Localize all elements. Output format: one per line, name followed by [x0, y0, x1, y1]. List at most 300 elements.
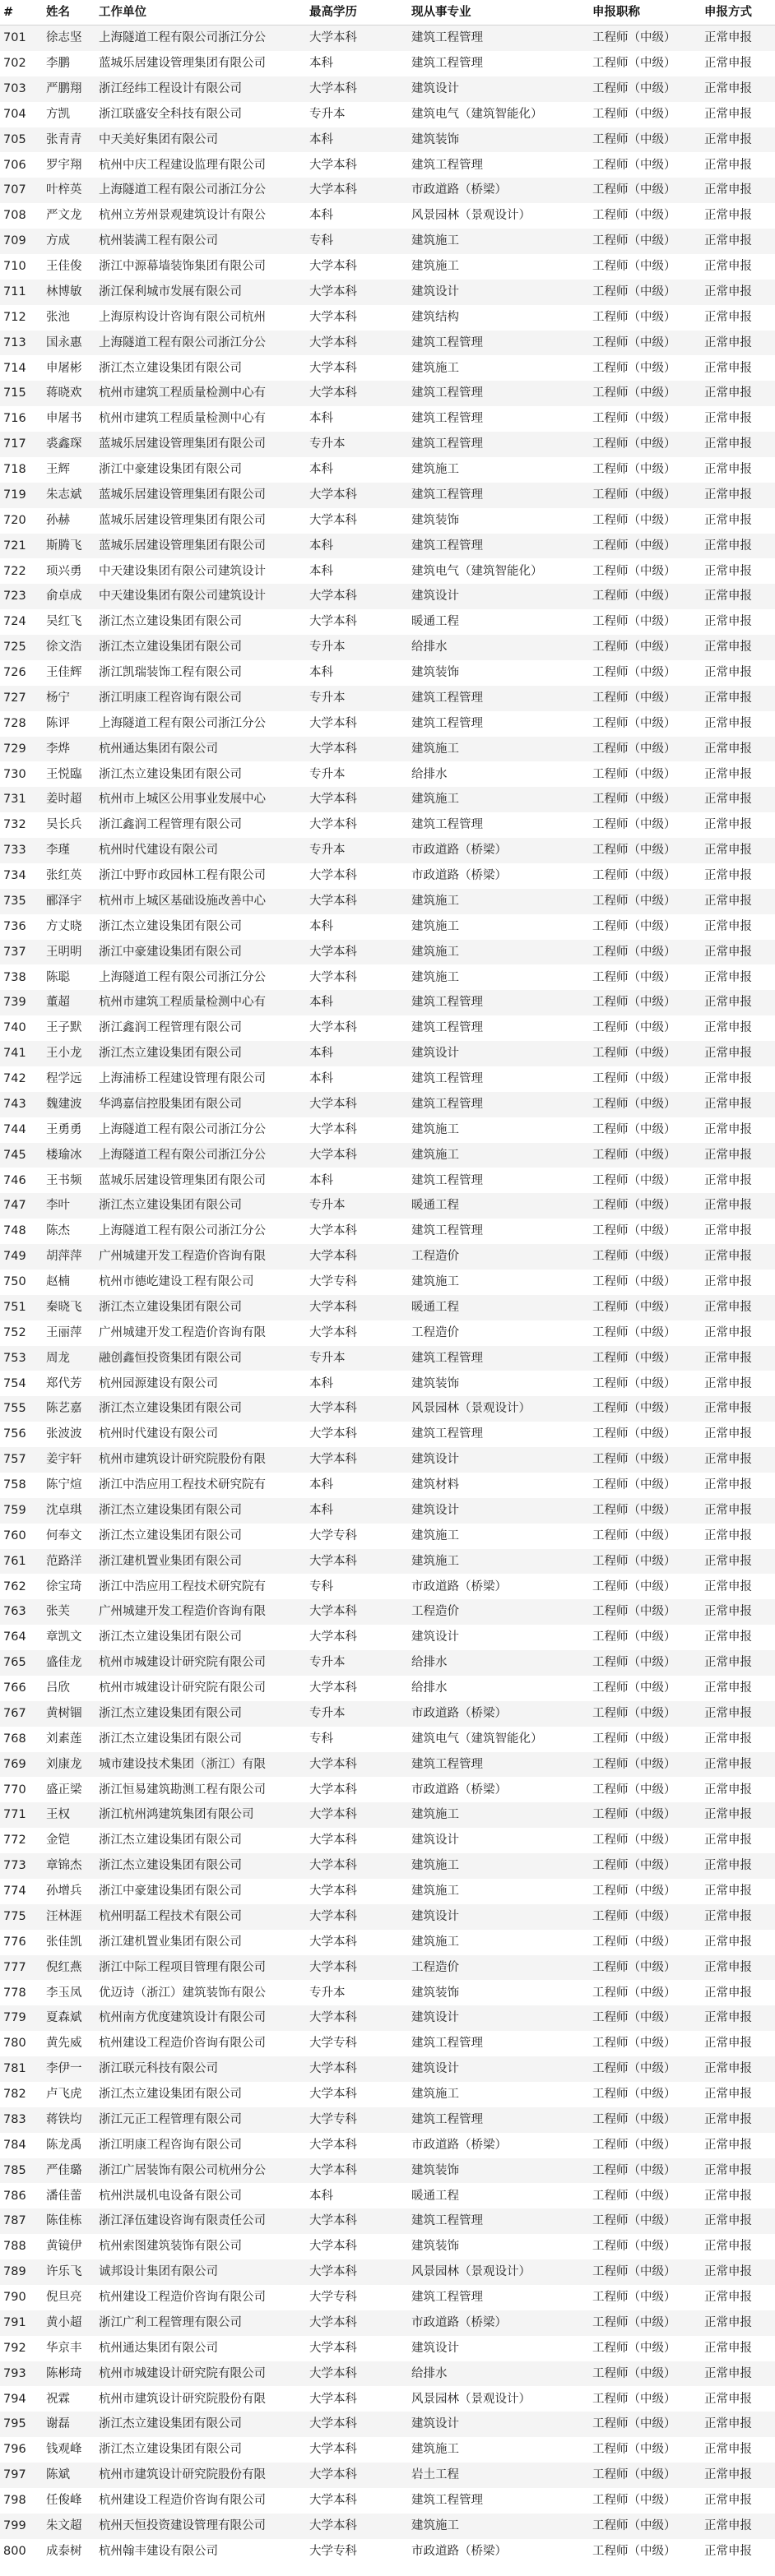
employer-cell: 浙江杰立建设集团有限公司 — [94, 2082, 304, 2107]
application-method-cell: 正常申报 — [699, 711, 775, 737]
education-cell: 大学本科 — [304, 2208, 406, 2234]
table-row — [0, 355, 775, 381]
application-method-cell: 正常申报 — [699, 1853, 775, 1879]
specialty-cell: 建筑施工 — [406, 940, 587, 965]
applicant-name-cell: 王勇勇 — [41, 1117, 94, 1143]
specialty-cell: 建筑施工 — [406, 254, 587, 280]
education-cell: 大学本科 — [304, 1143, 406, 1168]
title-applied-cell: 工程师（中级） — [587, 2056, 699, 2082]
title-applied-cell: 工程师（中级） — [587, 457, 699, 483]
employer-cell: 蓝城乐居建设管理集团有限公司 — [94, 483, 304, 508]
employer-cell: 浙江杰立建设集团有限公司 — [94, 2412, 304, 2437]
application-method-cell: 正常申报 — [699, 1777, 775, 1802]
table-row — [0, 1777, 775, 1802]
table-row — [0, 2412, 775, 2437]
applicant-name-cell: 何奉文 — [41, 1524, 94, 1549]
title-applied-cell: 工程师（中级） — [587, 178, 699, 203]
row-number-cell: 720 — [0, 508, 41, 534]
specialty-cell: 给排水 — [406, 761, 587, 787]
applicant-name-cell: 范路洋 — [41, 1549, 94, 1575]
application-method-cell: 正常申报 — [699, 1828, 775, 1853]
employer-cell: 浙江杰立建设集团有限公司 — [94, 2437, 304, 2463]
applicant-name-cell: 黄小超 — [41, 2310, 94, 2336]
title-applied-cell: 工程师（中级） — [587, 432, 699, 457]
title-applied-cell: 工程师（中级） — [587, 1473, 699, 1498]
education-cell: 大学本科 — [304, 508, 406, 534]
applicant-name-cell: 楼瑜冰 — [41, 1143, 94, 1168]
applicant-name-cell: 盛正梁 — [41, 1777, 94, 1802]
employer-cell: 广州城建开发工程造价咨询有限 — [94, 1599, 304, 1625]
application-method-cell: 正常申报 — [699, 1320, 775, 1346]
title-applied-cell: 工程师（中级） — [587, 660, 699, 686]
specialty-cell: 建筑施工 — [406, 1853, 587, 1879]
applicant-name-cell: 王辉 — [41, 457, 94, 483]
education-cell: 大学本科 — [304, 2336, 406, 2361]
title-applied-cell: 工程师（中级） — [587, 2539, 699, 2564]
application-method-cell: 正常申报 — [699, 1270, 775, 1295]
education-cell: 专科 — [304, 1574, 406, 1599]
title-applied-cell: 工程师（中级） — [587, 1041, 699, 1066]
education-cell: 专升本 — [304, 1701, 406, 1727]
employer-cell: 浙江经纬工程设计有限公司 — [94, 76, 304, 102]
table-row — [0, 1270, 775, 1295]
education-cell: 本科 — [304, 406, 406, 432]
row-number-cell: 701 — [0, 25, 41, 51]
applicant-name-cell: 陈艺嘉 — [41, 1396, 94, 1422]
specialty-cell: 建筑工程管理 — [406, 686, 587, 711]
specialty-cell: 建筑工程管理 — [406, 1092, 587, 1117]
table-body — [0, 25, 775, 2564]
table-row — [0, 914, 775, 940]
table-row — [0, 1524, 775, 1549]
title-applied-cell: 工程师（中级） — [587, 127, 699, 153]
table-row — [0, 483, 775, 508]
title-applied-cell: 工程师（中级） — [587, 1295, 699, 1320]
row-number-cell: 795 — [0, 2412, 41, 2437]
education-cell: 大学本科 — [304, 863, 406, 889]
specialty-cell: 建筑工程管理 — [406, 2285, 587, 2310]
applicant-name-cell: 陈龙禹 — [41, 2133, 94, 2158]
title-applied-cell: 工程师（中级） — [587, 1777, 699, 1802]
specialty-cell: 风景园林（景观设计） — [406, 203, 587, 229]
table-row — [0, 940, 775, 965]
title-applied-cell: 工程师（中级） — [587, 1524, 699, 1549]
application-method-cell: 正常申报 — [699, 1066, 775, 1092]
row-number-cell: 770 — [0, 1777, 41, 1802]
applicant-name-cell: 胡萍萍 — [41, 1244, 94, 1270]
applicant-name-cell: 李烨 — [41, 737, 94, 762]
employer-cell: 浙江凯瑞装饰工程有限公司 — [94, 660, 304, 686]
column-header-number: # — [0, 0, 41, 25]
application-method-cell: 正常申报 — [699, 838, 775, 863]
education-cell: 本科 — [304, 203, 406, 229]
education-cell: 大学本科 — [304, 2133, 406, 2158]
education-cell: 大学本科 — [304, 2310, 406, 2336]
employer-cell: 杭州天恒投资建设管理有限公司 — [94, 2514, 304, 2539]
employer-cell: 优迈诗（浙江）建筑装饰有限公 — [94, 1980, 304, 2005]
row-number-cell: 754 — [0, 1371, 41, 1396]
application-method-cell: 正常申报 — [699, 686, 775, 711]
specialty-cell: 建筑设计 — [406, 280, 587, 305]
row-number-cell: 715 — [0, 381, 41, 406]
applicant-name-cell: 王佳俊 — [41, 254, 94, 280]
title-applied-cell: 工程师（中级） — [587, 76, 699, 102]
applicant-name-cell: 刘素莲 — [41, 1727, 94, 1752]
employer-cell: 杭州市建筑工程质量检测中心有 — [94, 990, 304, 1015]
applicant-name-cell: 汪林涯 — [41, 1904, 94, 1930]
application-method-cell: 正常申报 — [699, 2031, 775, 2056]
column-header-title-applied: 申报职称 — [587, 0, 699, 25]
column-header-specialty: 现从事专业 — [406, 0, 587, 25]
employer-cell: 杭州翰丰建设有限公司 — [94, 2539, 304, 2564]
row-number-cell: 782 — [0, 2082, 41, 2107]
row-number-cell: 714 — [0, 355, 41, 381]
application-method-cell: 正常申报 — [699, 914, 775, 940]
applicant-name-cell: 魏建波 — [41, 1092, 94, 1117]
specialty-cell: 建筑工程管理 — [406, 2208, 587, 2234]
row-number-cell: 741 — [0, 1041, 41, 1066]
row-number-cell: 748 — [0, 1219, 41, 1244]
title-applied-cell: 工程师（中级） — [587, 2259, 699, 2285]
specialty-cell: 风景园林（景观设计） — [406, 2386, 587, 2412]
education-cell: 专升本 — [304, 686, 406, 711]
applicant-name-cell: 张波波 — [41, 1422, 94, 1447]
title-applied-cell: 工程师（中级） — [587, 812, 699, 838]
applicant-name-cell: 周龙 — [41, 1346, 94, 1371]
specialty-cell: 市政道路（桥梁） — [406, 1777, 587, 1802]
title-applied-cell: 工程师（中级） — [587, 2488, 699, 2514]
applicant-name-cell: 赵楠 — [41, 1270, 94, 1295]
education-cell: 本科 — [304, 127, 406, 153]
education-cell: 大学本科 — [304, 483, 406, 508]
table-row — [0, 1980, 775, 2005]
employer-cell: 中天建设集团有限公司建筑设计 — [94, 558, 304, 584]
row-number-cell: 706 — [0, 152, 41, 178]
applicant-name-cell: 蒋晓欢 — [41, 381, 94, 406]
row-number-cell: 736 — [0, 914, 41, 940]
specialty-cell: 市政道路（桥梁） — [406, 838, 587, 863]
employer-cell: 浙江联元科技有限公司 — [94, 2056, 304, 2082]
title-applied-cell: 工程师（中级） — [587, 1346, 699, 1371]
row-number-cell: 771 — [0, 1802, 41, 1828]
employer-cell: 蓝城乐居建设管理集团有限公司 — [94, 432, 304, 457]
table-row — [0, 1244, 775, 1270]
table-row — [0, 2437, 775, 2463]
title-applied-cell: 工程师（中级） — [587, 940, 699, 965]
applicant-name-cell: 章凯文 — [41, 1625, 94, 1650]
specialty-cell: 市政道路（桥梁） — [406, 178, 587, 203]
application-method-cell: 正常申报 — [699, 127, 775, 153]
application-method-cell: 正常申报 — [699, 1904, 775, 1930]
title-applied-cell: 工程师（中级） — [587, 508, 699, 534]
table-row — [0, 609, 775, 635]
applicant-name-cell: 李伊一 — [41, 2056, 94, 2082]
applicant-name-cell: 秦晓飞 — [41, 1295, 94, 1320]
application-method-cell: 正常申报 — [699, 2183, 775, 2208]
application-method-cell: 正常申报 — [699, 280, 775, 305]
row-number-cell: 710 — [0, 254, 41, 280]
specialty-cell: 市政道路（桥梁） — [406, 2539, 587, 2564]
application-method-cell: 正常申报 — [699, 990, 775, 1015]
education-cell: 大学本科 — [304, 2234, 406, 2259]
education-cell: 大学本科 — [304, 2412, 406, 2437]
title-applied-cell: 工程师（中级） — [587, 2437, 699, 2463]
title-applied-cell: 工程师（中级） — [587, 964, 699, 990]
application-method-cell: 正常申报 — [699, 1752, 775, 1778]
applicant-name-cell: 孙赫 — [41, 508, 94, 534]
employer-cell: 杭州中庆工程建设监理有限公司 — [94, 152, 304, 178]
employer-cell: 杭州时代建设有限公司 — [94, 838, 304, 863]
title-applied-cell: 工程师（中级） — [587, 2412, 699, 2437]
title-applied-cell: 工程师（中级） — [587, 534, 699, 559]
title-applied-cell: 工程师（中级） — [587, 635, 699, 660]
row-number-cell: 716 — [0, 406, 41, 432]
education-cell: 本科 — [304, 1371, 406, 1396]
table-row — [0, 1879, 775, 1904]
employer-cell: 杭州市建筑工程质量检测中心有 — [94, 381, 304, 406]
title-applied-cell: 工程师（中级） — [587, 280, 699, 305]
title-applied-cell: 工程师（中级） — [587, 2158, 699, 2184]
table-row — [0, 1498, 775, 1524]
education-cell: 本科 — [304, 990, 406, 1015]
table-row — [0, 812, 775, 838]
column-header-name: 姓名 — [41, 0, 94, 25]
applicant-name-cell: 盛佳龙 — [41, 1650, 94, 1676]
application-method-cell: 正常申报 — [699, 2539, 775, 2564]
row-number-cell: 743 — [0, 1092, 41, 1117]
employer-cell: 浙江中源幕墙装饰集团有限公司 — [94, 254, 304, 280]
education-cell: 大学本科 — [304, 1422, 406, 1447]
education-cell: 大学本科 — [304, 152, 406, 178]
title-applied-cell: 工程师（中级） — [587, 1574, 699, 1599]
row-number-cell: 752 — [0, 1320, 41, 1346]
title-applied-cell: 工程师（中级） — [587, 2514, 699, 2539]
applicant-name-cell: 俞卓成 — [41, 584, 94, 609]
table-row — [0, 1396, 775, 1422]
row-number-cell: 785 — [0, 2158, 41, 2184]
row-number-cell: 764 — [0, 1625, 41, 1650]
employer-cell: 浙江恒易建筑勘测工程有限公司 — [94, 1777, 304, 1802]
application-method-cell: 正常申报 — [699, 1676, 775, 1701]
specialty-cell: 给排水 — [406, 635, 587, 660]
applicant-name-cell: 钱观峰 — [41, 2437, 94, 2463]
employer-cell: 浙江杰立建设集团有限公司 — [94, 1524, 304, 1549]
table-row — [0, 1066, 775, 1092]
applicant-name-cell: 任俊峰 — [41, 2488, 94, 2514]
education-cell: 大学本科 — [304, 1752, 406, 1778]
application-method-cell: 正常申报 — [699, 1295, 775, 1320]
specialty-cell: 建筑设计 — [406, 1041, 587, 1066]
row-number-cell: 757 — [0, 1447, 41, 1473]
education-cell: 大学本科 — [304, 1320, 406, 1346]
employer-cell: 上海隧道工程有限公司浙江分公 — [94, 178, 304, 203]
education-cell: 大学本科 — [304, 2082, 406, 2107]
application-method-cell: 正常申报 — [699, 1041, 775, 1066]
row-number-cell: 712 — [0, 305, 41, 331]
row-number-cell: 778 — [0, 1980, 41, 2005]
title-applied-cell: 工程师（中级） — [587, 1650, 699, 1676]
title-applied-cell: 工程师（中级） — [587, 381, 699, 406]
applicant-name-cell: 吴长兵 — [41, 812, 94, 838]
row-number-cell: 722 — [0, 558, 41, 584]
application-method-cell: 正常申报 — [699, 432, 775, 457]
education-cell: 大学专科 — [304, 2031, 406, 2056]
specialty-cell: 建筑电气（建筑智能化） — [406, 558, 587, 584]
application-method-cell: 正常申报 — [699, 1549, 775, 1575]
education-cell: 大学本科 — [304, 964, 406, 990]
applicant-name-cell: 李鹏 — [41, 51, 94, 76]
employer-cell: 浙江杰立建设集团有限公司 — [94, 1396, 304, 1422]
table-row — [0, 1371, 775, 1396]
specialty-cell: 风景园林（景观设计） — [406, 1396, 587, 1422]
application-method-cell: 正常申报 — [699, 2005, 775, 2031]
education-cell: 大学本科 — [304, 940, 406, 965]
specialty-cell: 建筑材料 — [406, 1473, 587, 1498]
employer-cell: 杭州市上城区基础设施改善中心 — [94, 889, 304, 914]
specialty-cell: 建筑工程管理 — [406, 331, 587, 356]
employer-cell: 杭州建设工程造价咨询有限公司 — [94, 2285, 304, 2310]
table-row — [0, 1955, 775, 1981]
employer-cell: 杭州时代建设有限公司 — [94, 1422, 304, 1447]
applicant-name-cell: 倪红燕 — [41, 1955, 94, 1981]
row-number-cell: 762 — [0, 1574, 41, 1599]
title-applied-cell: 工程师（中级） — [587, 1549, 699, 1575]
applicant-name-cell: 吕欣 — [41, 1676, 94, 1701]
education-cell: 大学本科 — [304, 25, 406, 51]
education-cell: 本科 — [304, 1041, 406, 1066]
application-method-cell: 正常申报 — [699, 2336, 775, 2361]
employer-cell: 浙江杰立建设集团有限公司 — [94, 355, 304, 381]
table-row — [0, 127, 775, 153]
education-cell: 大学专科 — [304, 2285, 406, 2310]
row-number-cell: 742 — [0, 1066, 41, 1092]
table-row — [0, 2488, 775, 2514]
employer-cell: 浙江杰立建设集团有限公司 — [94, 1498, 304, 1524]
row-number-cell: 750 — [0, 1270, 41, 1295]
education-cell: 专升本 — [304, 102, 406, 127]
title-applied-cell: 工程师（中级） — [587, 331, 699, 356]
applicant-name-cell: 黄树锢 — [41, 1701, 94, 1727]
applicant-name-cell: 严鹏翔 — [41, 76, 94, 102]
specialty-cell: 建筑装饰 — [406, 2234, 587, 2259]
title-applied-cell: 工程师（中级） — [587, 1752, 699, 1778]
education-cell: 专升本 — [304, 1650, 406, 1676]
education-cell: 专升本 — [304, 838, 406, 863]
education-cell: 专升本 — [304, 1193, 406, 1219]
application-method-cell: 正常申报 — [699, 2285, 775, 2310]
application-method-cell: 正常申报 — [699, 1219, 775, 1244]
application-method-cell: 正常申报 — [699, 2082, 775, 2107]
table-row — [0, 1320, 775, 1346]
table-row — [0, 787, 775, 812]
employer-cell: 浙江建机置业集团有限公司 — [94, 1930, 304, 1955]
employer-cell: 浙江鑫润工程管理有限公司 — [94, 1015, 304, 1041]
row-number-cell: 775 — [0, 1904, 41, 1930]
title-applied-cell: 工程师（中级） — [587, 229, 699, 254]
table-row — [0, 432, 775, 457]
specialty-cell: 建筑电气（建筑智能化） — [406, 1727, 587, 1752]
row-number-cell: 724 — [0, 609, 41, 635]
education-cell: 大学本科 — [304, 305, 406, 331]
row-number-cell: 763 — [0, 1599, 41, 1625]
applicant-name-cell: 陈评 — [41, 711, 94, 737]
application-method-cell: 正常申报 — [699, 508, 775, 534]
employer-cell: 上海隧道工程有限公司浙江分公 — [94, 331, 304, 356]
row-number-cell: 735 — [0, 889, 41, 914]
title-applied-cell: 工程师（中级） — [587, 2336, 699, 2361]
row-number-cell: 730 — [0, 761, 41, 787]
title-applied-cell: 工程师（中级） — [587, 1371, 699, 1396]
title-applied-cell: 工程师（中级） — [587, 1117, 699, 1143]
title-applied-cell: 工程师（中级） — [587, 1853, 699, 1879]
employer-cell: 浙江泽伍建设咨询有限责任公司 — [94, 2208, 304, 2234]
table-row — [0, 1930, 775, 1955]
employer-cell: 中天美好集团有限公司 — [94, 127, 304, 153]
education-cell: 本科 — [304, 660, 406, 686]
specialty-cell: 建筑施工 — [406, 1143, 587, 1168]
employer-cell: 上海浦桥工程建设管理有限公司 — [94, 1066, 304, 1092]
title-applied-cell: 工程师（中级） — [587, 2031, 699, 2056]
row-number-cell: 788 — [0, 2234, 41, 2259]
application-method-cell: 正常申报 — [699, 1701, 775, 1727]
education-cell: 大学本科 — [304, 812, 406, 838]
education-cell: 专升本 — [304, 761, 406, 787]
title-applied-cell: 工程师（中级） — [587, 2386, 699, 2412]
specialty-cell: 暖通工程 — [406, 1295, 587, 1320]
title-applied-cell: 工程师（中级） — [587, 51, 699, 76]
title-applied-cell: 工程师（中级） — [587, 1447, 699, 1473]
title-applied-cell: 工程师（中级） — [587, 1396, 699, 1422]
employer-cell: 浙江广居装饰有限公司杭州分公 — [94, 2158, 304, 2184]
employer-cell: 杭州市城建设计研究院有限公司 — [94, 1650, 304, 1676]
table-row — [0, 280, 775, 305]
row-number-cell: 734 — [0, 863, 41, 889]
education-cell: 本科 — [304, 534, 406, 559]
title-applied-cell: 工程师（中级） — [587, 1879, 699, 1904]
table-row — [0, 178, 775, 203]
title-applied-cell: 工程师（中级） — [587, 2208, 699, 2234]
title-applied-cell: 工程师（中级） — [587, 1676, 699, 1701]
application-method-cell: 正常申报 — [699, 2133, 775, 2158]
applicant-name-cell: 王权 — [41, 1802, 94, 1828]
employer-cell: 杭州市上城区公用事业发展中心 — [94, 787, 304, 812]
specialty-cell: 建筑设计 — [406, 1498, 587, 1524]
specialty-cell: 暖通工程 — [406, 1193, 587, 1219]
specialty-cell: 建筑施工 — [406, 1802, 587, 1828]
education-cell: 专升本 — [304, 635, 406, 660]
specialty-cell: 建筑工程管理 — [406, 51, 587, 76]
application-method-cell: 正常申报 — [699, 1168, 775, 1193]
table-row — [0, 1625, 775, 1650]
education-cell: 大学本科 — [304, 76, 406, 102]
table-row — [0, 2386, 775, 2412]
row-number-cell: 707 — [0, 178, 41, 203]
table-row — [0, 406, 775, 432]
education-cell: 大学本科 — [304, 1244, 406, 1270]
row-number-cell: 718 — [0, 457, 41, 483]
table-row — [0, 1219, 775, 1244]
row-number-cell: 703 — [0, 76, 41, 102]
row-number-cell: 739 — [0, 990, 41, 1015]
education-cell: 大学本科 — [304, 2056, 406, 2082]
education-cell: 大学专科 — [304, 2539, 406, 2564]
specialty-cell: 建筑工程管理 — [406, 1168, 587, 1193]
specialty-cell: 建筑施工 — [406, 1524, 587, 1549]
specialty-cell: 建筑施工 — [406, 2082, 587, 2107]
education-cell: 大学本科 — [304, 2437, 406, 2463]
table-row — [0, 1599, 775, 1625]
application-method-cell: 正常申报 — [699, 1371, 775, 1396]
